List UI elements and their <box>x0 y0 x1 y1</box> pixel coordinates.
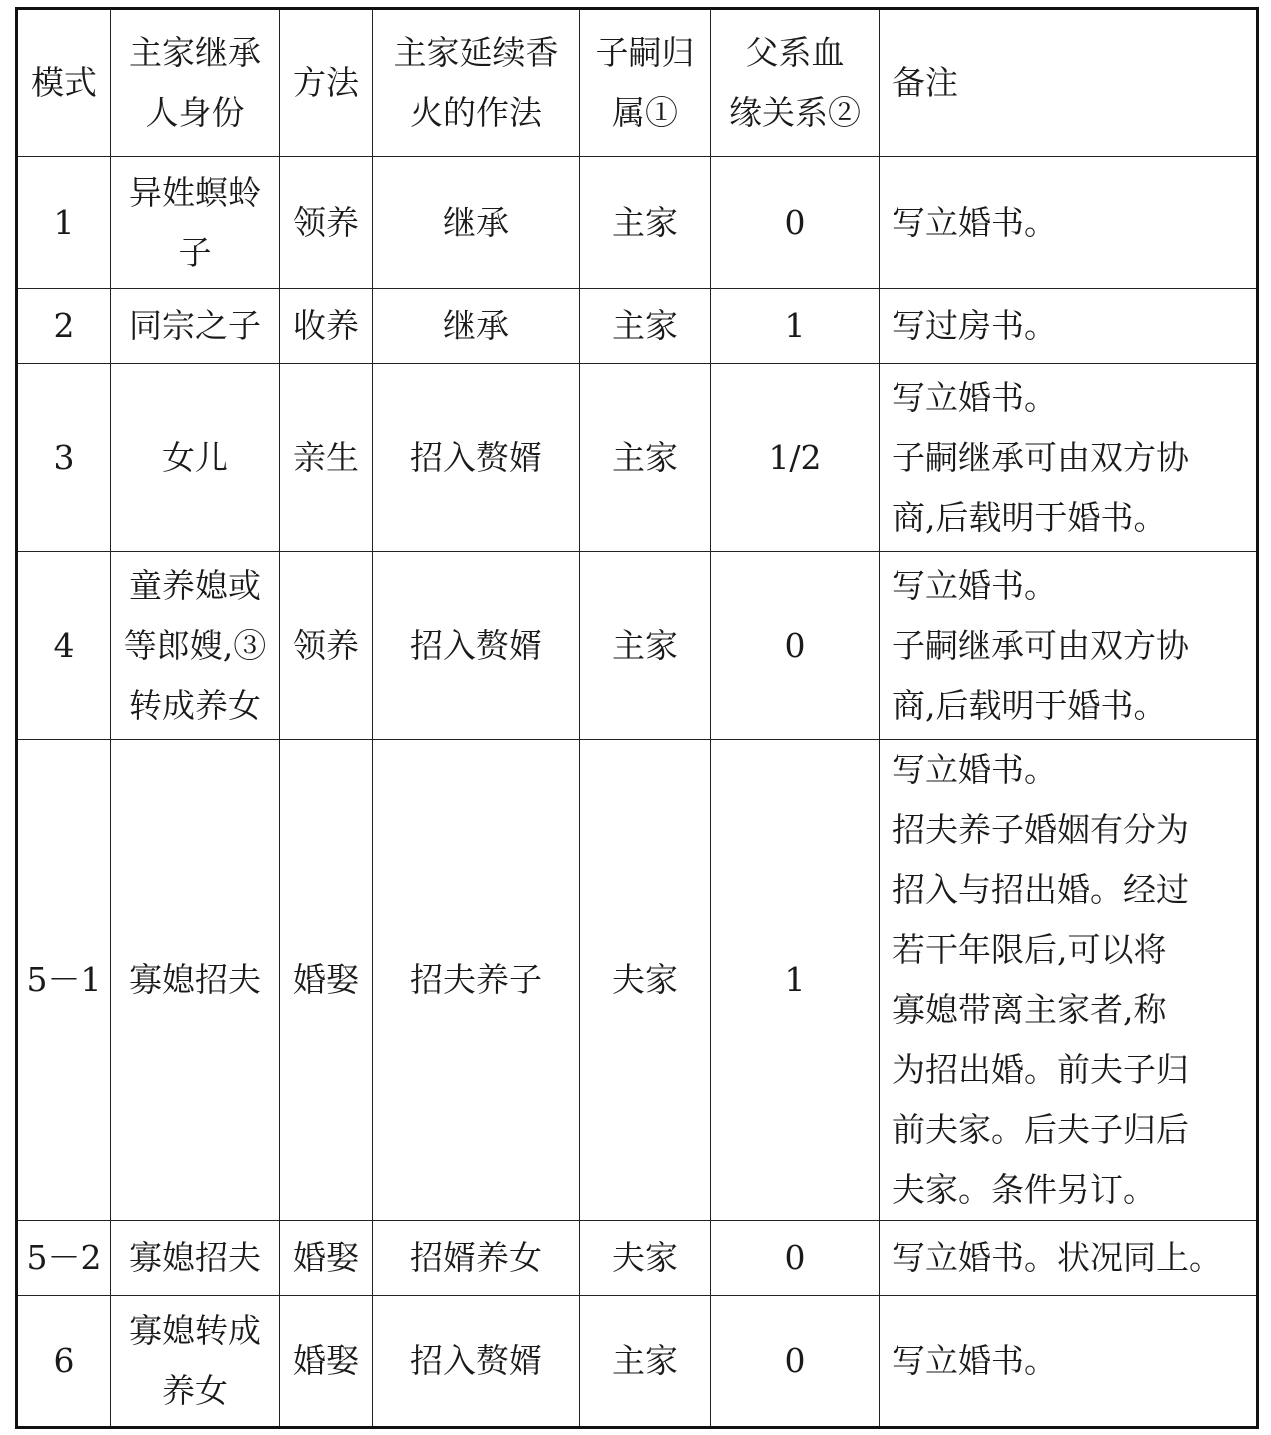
header-belong <box>580 9 711 157</box>
header-blood-line: 缘关系② <box>729 93 861 132</box>
mode-value: 1 <box>53 202 75 242</box>
method-value: 收养 <box>293 306 359 345</box>
remark-line: 招夫养子婚姻有分为 <box>892 810 1189 849</box>
belong-value: 主家 <box>612 1341 678 1380</box>
blood-value: 0 <box>784 202 806 242</box>
header-mode <box>17 9 111 157</box>
cell-practice <box>373 552 580 740</box>
header-row <box>17 9 1258 157</box>
cell-remark <box>880 364 1258 552</box>
remark-line: 写立婚书。 <box>892 202 1057 242</box>
practice-value: 招夫养子 <box>410 960 542 999</box>
mode-value: 3 <box>53 437 75 477</box>
cell-blood <box>711 157 880 289</box>
practice-value: 招入赘婿 <box>410 437 542 477</box>
header-belong-line: 属① <box>612 93 678 132</box>
table-row <box>17 364 1258 552</box>
cell-mode <box>17 552 111 740</box>
method-value: 领养 <box>293 202 359 242</box>
cell-belong <box>580 157 711 289</box>
cell-belong <box>580 740 711 1221</box>
header-heir-line: 主家继承 <box>129 33 261 72</box>
inheritance-modes-table <box>15 7 1259 1429</box>
header-belong-line: 子嗣归 <box>595 33 695 72</box>
cell-practice <box>373 364 580 552</box>
remark-line: 写立婚书。状况同上。 <box>892 1238 1222 1277</box>
remark-line: 寡媳带离主家者,称 <box>892 990 1167 1029</box>
blood-value: 1/2 <box>768 437 822 477</box>
table-row <box>17 740 1258 1221</box>
mode-value: 5－2 <box>26 1238 102 1277</box>
cell-practice <box>373 1221 580 1296</box>
cell-heir <box>111 157 280 289</box>
cell-heir <box>111 740 280 1221</box>
remark-line: 写立婚书。 <box>892 750 1057 789</box>
heir-line: 子 <box>178 232 212 272</box>
table-row <box>17 289 1258 364</box>
mode-value: 6 <box>53 1341 75 1380</box>
cell-belong <box>580 364 711 552</box>
method-value: 婚娶 <box>293 1341 359 1380</box>
header-method-text: 方法 <box>293 63 359 102</box>
table-body <box>17 157 1258 1428</box>
mode-value: 4 <box>53 625 75 665</box>
remark-line: 写立婚书。 <box>892 1341 1057 1380</box>
heir-line: 寡媳招夫 <box>129 960 261 999</box>
header-practice <box>373 9 580 157</box>
header-practice-line: 主家延续香 <box>393 33 559 72</box>
header-remark-text: 备注 <box>892 63 958 102</box>
practice-value: 招婿养女 <box>410 1238 542 1277</box>
remark-line: 前夫家。后夫子归后 <box>892 1110 1189 1149</box>
remark-line: 商,后载明于婚书。 <box>892 497 1167 537</box>
cell-mode <box>17 364 111 552</box>
heir-line: 异姓螟蛉 <box>129 172 261 212</box>
header-mode-text: 模式 <box>31 63 97 102</box>
blood-value: 0 <box>784 1341 806 1380</box>
table-row <box>17 552 1258 740</box>
heir-line: 同宗之子 <box>129 306 261 345</box>
cell-belong <box>580 289 711 364</box>
heir-line: 寡媳招夫 <box>129 1238 261 1277</box>
cell-belong <box>580 552 711 740</box>
remark-line: 子嗣继承可由双方协 <box>892 437 1189 477</box>
header-blood-line: 父系血 <box>745 33 845 72</box>
cell-mode <box>17 740 111 1221</box>
cell-heir <box>111 1221 280 1296</box>
remark-line: 商,后载明于婚书。 <box>892 685 1167 725</box>
cell-heir <box>111 552 280 740</box>
blood-value: 0 <box>784 1238 806 1277</box>
method-value: 婚娶 <box>293 960 359 999</box>
cell-method <box>280 552 373 740</box>
header-heir <box>111 9 280 157</box>
header-heir-line: 人身份 <box>145 93 245 132</box>
method-value: 亲生 <box>293 437 359 477</box>
heir-line: 童养媳或 <box>129 565 261 605</box>
cell-blood <box>711 364 880 552</box>
cell-remark <box>880 1296 1258 1428</box>
cell-blood <box>711 289 880 364</box>
cell-blood <box>711 1221 880 1296</box>
inheritance-table-container <box>15 7 1259 1429</box>
cell-method <box>280 289 373 364</box>
cell-remark <box>880 740 1258 1221</box>
remark-line: 若干年限后,可以将 <box>892 930 1167 969</box>
blood-value: 0 <box>784 625 806 665</box>
cell-practice <box>373 1296 580 1428</box>
cell-mode <box>17 1296 111 1428</box>
mode-value: 5－1 <box>26 960 102 999</box>
cell-practice <box>373 289 580 364</box>
heir-line: 寡媳转成 <box>129 1311 261 1350</box>
cell-remark <box>880 1221 1258 1296</box>
belong-value: 主家 <box>612 437 678 477</box>
cell-method <box>280 740 373 1221</box>
header-blood <box>711 9 880 157</box>
remark-line: 写立婚书。 <box>892 377 1057 417</box>
belong-value: 夫家 <box>612 960 678 999</box>
table-row <box>17 157 1258 289</box>
cell-remark <box>880 552 1258 740</box>
remark-line: 子嗣继承可由双方协 <box>892 625 1189 665</box>
cell-blood <box>711 1296 880 1428</box>
heir-line: 女儿 <box>162 437 228 477</box>
cell-heir <box>111 364 280 552</box>
header-practice-line: 火的作法 <box>410 93 542 132</box>
practice-value: 招入赘婿 <box>410 625 542 665</box>
cell-mode <box>17 289 111 364</box>
blood-value: 1 <box>784 306 806 345</box>
practice-value: 继承 <box>443 202 509 242</box>
cell-blood <box>711 552 880 740</box>
belong-value: 主家 <box>612 202 678 242</box>
header-method <box>280 9 373 157</box>
heir-line: 养女 <box>162 1371 228 1410</box>
cell-method <box>280 1296 373 1428</box>
remark-line: 招入与招出婚。经过 <box>892 870 1189 909</box>
cell-remark <box>880 289 1258 364</box>
table-row <box>17 1221 1258 1296</box>
method-value: 领养 <box>293 625 359 665</box>
cell-practice <box>373 740 580 1221</box>
cell-belong <box>580 1221 711 1296</box>
cell-heir <box>111 1296 280 1428</box>
cell-belong <box>580 1296 711 1428</box>
cell-remark <box>880 157 1258 289</box>
remark-line: 为招出婚。前夫子归 <box>892 1050 1189 1089</box>
header-remark <box>880 9 1258 157</box>
remark-line: 写过房书。 <box>892 306 1057 345</box>
belong-value: 主家 <box>612 306 678 345</box>
belong-value: 主家 <box>612 625 678 665</box>
method-value: 婚娶 <box>293 1238 359 1277</box>
mode-value: 2 <box>53 306 75 345</box>
cell-method <box>280 1221 373 1296</box>
practice-value: 招入赘婿 <box>410 1341 542 1380</box>
cell-blood <box>711 740 880 1221</box>
cell-mode <box>17 1221 111 1296</box>
heir-line: 等郎嫂,③ <box>123 625 267 665</box>
cell-practice <box>373 157 580 289</box>
table-row <box>17 1296 1258 1428</box>
cell-heir <box>111 289 280 364</box>
remark-line: 夫家。条件另订。 <box>892 1170 1156 1209</box>
remark-line: 写立婚书。 <box>892 565 1057 605</box>
cell-mode <box>17 157 111 289</box>
practice-value: 继承 <box>443 306 509 345</box>
heir-line: 转成养女 <box>129 685 261 725</box>
belong-value: 夫家 <box>612 1238 678 1277</box>
cell-method <box>280 157 373 289</box>
cell-method <box>280 364 373 552</box>
blood-value: 1 <box>784 960 806 999</box>
